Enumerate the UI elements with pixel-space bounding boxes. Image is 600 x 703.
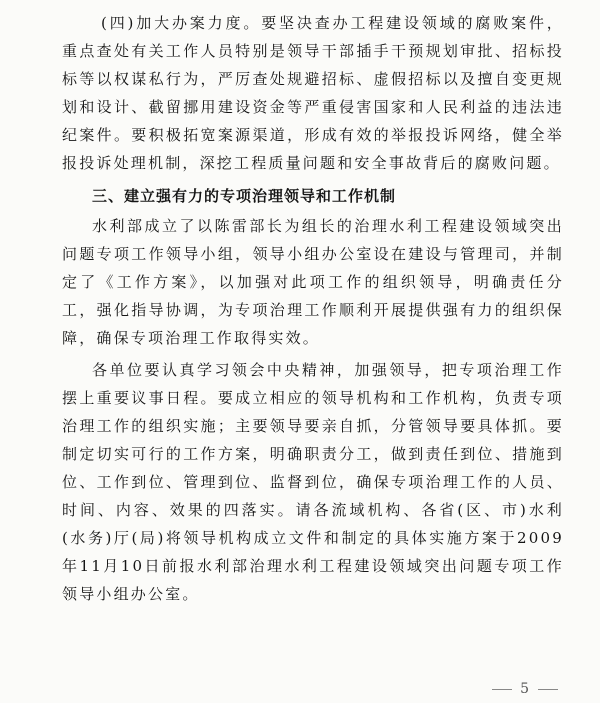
paragraph-case-handling: (四)加大办案力度。要坚决查办工程建设领域的腐败案件，重点查处有关工作人员特别是领导干部插手干预规划审批、招标投标等以权谋私行为，严厉查处规避招标、虚假招标以及擅自变更规划和设计、截留挪用建设资金等严重侵害国家和人民利益的违法违纪案件。要积极拓宽案源渠道，形成有效的举报投诉网络，健全举报投诉处理机制，深挖工程质量问题和安全事故背后的腐败问题。: [62, 14, 564, 172]
spacer: [62, 177, 564, 181]
section-heading: 三、建立强有力的专项治理领导和工作机制: [92, 187, 397, 205]
page-number: 5: [520, 681, 530, 697]
paragraph-implementation: 各单位要认真学习领会中央精神，加强领导，把专项治理工作摆上重要议事日程。要成立相应的领导机构和工作机构，负责专项治理工作的组织实施；主要领导要亲自抓，分管领导要具体抓。要制定切实可行的工作方案，明确职责分工，做到责任到位、措施到位、工作到位、管理到位、监督到位，确保专项治理工作的人员、时间、内容、效果的四落实。请各流域机构、各省(区、市)水利(水务)厅(局)将领导机构成立文件和制定的具体实施方案于2009年11月10日前报水利部治理水利工程建设领域突出问题专项工作领导小组办公室。: [62, 361, 564, 603]
footer-dash-right: [538, 689, 558, 690]
paragraph-leading-group: 水利部成立了以陈雷部长为组长的治理水利工程建设领域突出问题专项工作领导小组，领导小组办公室设在建设与管理司，并制定了《工作方案》，以加强对此项工作的组织领导，明确责任分工，强化指导协调，为专项治理工作顺利开展提供强有力的组织保障，确保专项治理工作取得实效。: [62, 217, 564, 347]
footer-dash-left: [492, 689, 512, 690]
page-footer: [484, 681, 566, 697]
